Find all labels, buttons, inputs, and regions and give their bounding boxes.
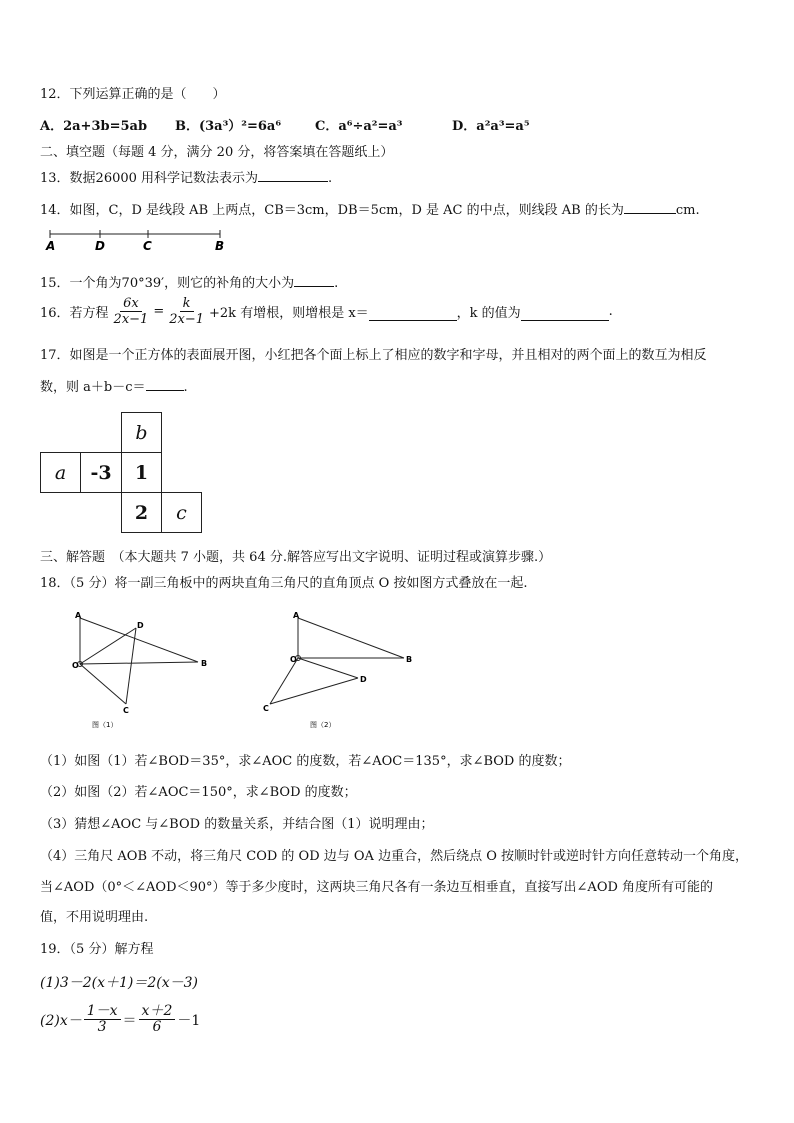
q16-eq: =	[153, 304, 165, 319]
q18-part-3: （3）猜想∠AOC 与∠BOD 的数量关系，并结合图（1）说明理由；	[40, 817, 434, 832]
q16-fraction-2	[166, 296, 207, 327]
q13-blank[interactable]	[258, 169, 328, 182]
fig2-label-b: B	[406, 655, 413, 664]
fig2-label-a: A	[293, 611, 300, 620]
q14-unit: cm.	[675, 203, 700, 218]
q16-mid: +2k 有增根，则增根是 x＝	[209, 306, 369, 321]
fig2-label-d: D	[360, 675, 367, 684]
q19-e2-f2-num: x＋2	[139, 1004, 176, 1020]
q14-point-c: C	[143, 239, 152, 253]
q18-part-4-line2: 当∠AOD（0°＜∠AOD＜90°）等于多少度时，这两块三角尺各有一条边互相垂直，直接写出∠AOD 角度所有可能的	[40, 880, 714, 895]
q19-stem: 19．（5 分）解方程	[40, 942, 154, 957]
q16-blank-1[interactable]	[369, 308, 457, 321]
q12-option-c: C．a⁶÷a²=a³	[315, 119, 403, 134]
q19-equation-1: (1)3－2(x＋1)＝2(x－3)	[40, 975, 199, 991]
q14-point-d: D	[95, 239, 105, 253]
fig1-label-c: C	[123, 706, 129, 715]
q16-f1-num: 6x	[120, 296, 142, 312]
q14-point-b: B	[215, 239, 225, 253]
q19-e2-pre: (2)x－	[40, 1012, 82, 1029]
q16-f2-den: 2x−1	[169, 312, 205, 327]
fig1-label-a: A	[75, 611, 82, 620]
net-cell-1: 1	[121, 452, 162, 493]
q19-e2-f1-num: 1－x	[84, 1004, 121, 1020]
q13-text: 13．数据26000 用科学记数法表示为	[40, 171, 259, 186]
q16-post: .	[608, 304, 613, 319]
q16-f2-num: k	[180, 296, 194, 312]
q18-part-1: （1）如图（1）若∠BOD＝35°，求∠AOC 的度数，若∠AOC＝135°，求∠BOD 的度数；	[40, 754, 571, 769]
q13-post: .	[328, 171, 333, 186]
q17-line2	[40, 376, 188, 395]
net-cell-minus3: -3	[80, 452, 122, 493]
q18-stem: 18．（5 分）将一副三角板中的两块直角三角尺的直角顶点 O 按如图方式叠放在一起.	[40, 576, 528, 591]
q18-part-4-line3: 值，不用说明理由.	[40, 910, 149, 925]
q16-blank-2[interactable]	[521, 308, 609, 321]
q19-e2-f2-den: 6	[152, 1019, 162, 1035]
q12-option-b: B．(3a³）²=6a⁶	[175, 119, 282, 134]
q15	[40, 272, 338, 291]
q12-option-a: A．2a+3b=5ab	[40, 119, 148, 134]
q18-part-2: （2）如图（2）若∠AOC＝150°，求∠BOD 的度数；	[40, 785, 357, 800]
fig1-label-d: D	[137, 621, 144, 630]
section-2-heading: 二、填空题（每题 4 分，满分 20 分，将答案填在答题纸上）	[40, 145, 394, 160]
q19-e2-fraction-1	[84, 1004, 121, 1035]
q18-part-4-line1: （4）三角尺 AOB 不动，将三角尺 COD 的 OD 边与 OA 边重合，然后绕点 O 按顺时针或逆时针方向任意转动一个角度，	[40, 849, 749, 864]
fig1-label-o: O	[72, 661, 79, 670]
net-cell-c: c	[161, 492, 202, 533]
q16-text: 16．若方程	[40, 306, 109, 321]
q17-text: 数，则 a＋b－c＝	[40, 380, 146, 395]
net-cell-2: 2	[121, 492, 162, 533]
fig2-label-c: C	[263, 704, 269, 713]
q16-mid2: ，k 的值为	[456, 306, 521, 321]
q19-e2-f1-den: 3	[97, 1019, 107, 1035]
fig2-label-o: O	[290, 655, 297, 664]
q18-figure-2	[258, 608, 428, 733]
section-3-heading: 三、解答题 （本大题共 7 小题，共 64 分.解答应写出文字说明、证明过程或演算步骤.）	[40, 550, 552, 565]
q15-text: 15．一个角为70°39′，则它的补角的大小为	[40, 276, 295, 291]
net-cell-b: b	[121, 412, 162, 453]
q15-post: .	[334, 276, 339, 291]
q19-e2-eq: ＝	[122, 1012, 137, 1029]
q12-option-d: D．a²a³=a⁵	[452, 119, 530, 134]
q16-fraction-1	[111, 296, 152, 327]
q14	[40, 199, 700, 218]
q19-e2-fraction-2	[139, 1004, 176, 1035]
q14-text: 14．如图，C，D 是线段 AB 上两点，CB＝3cm，DB＝5cm，D 是 AC 的中点，则线段 AB 的长为	[40, 203, 624, 218]
q19-e2-post: －1	[177, 1012, 201, 1029]
fig1-caption: 图（1）	[92, 721, 118, 729]
q17-post: .	[183, 380, 188, 395]
fig2-caption: 图（2）	[310, 721, 336, 729]
fig1-label-b: B	[201, 659, 208, 668]
net-cell-a: a	[40, 452, 81, 493]
q12-stem: 12．下列运算正确的是（ ）	[40, 87, 226, 102]
q19-equation-2	[40, 1004, 200, 1035]
q16-f1-den: 2x−1	[113, 312, 149, 327]
q14-blank[interactable]	[624, 201, 676, 214]
q13	[40, 167, 332, 186]
q14-segment-figure	[40, 226, 240, 254]
q17-blank[interactable]	[146, 378, 184, 391]
q14-point-a: A	[46, 239, 56, 253]
q15-blank[interactable]	[294, 274, 334, 287]
q17-line1: 17．如图是一个正方体的表面展开图，小红把各个面上标上了相应的数字和字母，并且相对的两个面上的数互为相反	[40, 348, 707, 363]
q18-figure-1	[70, 608, 220, 733]
q16	[40, 296, 613, 327]
